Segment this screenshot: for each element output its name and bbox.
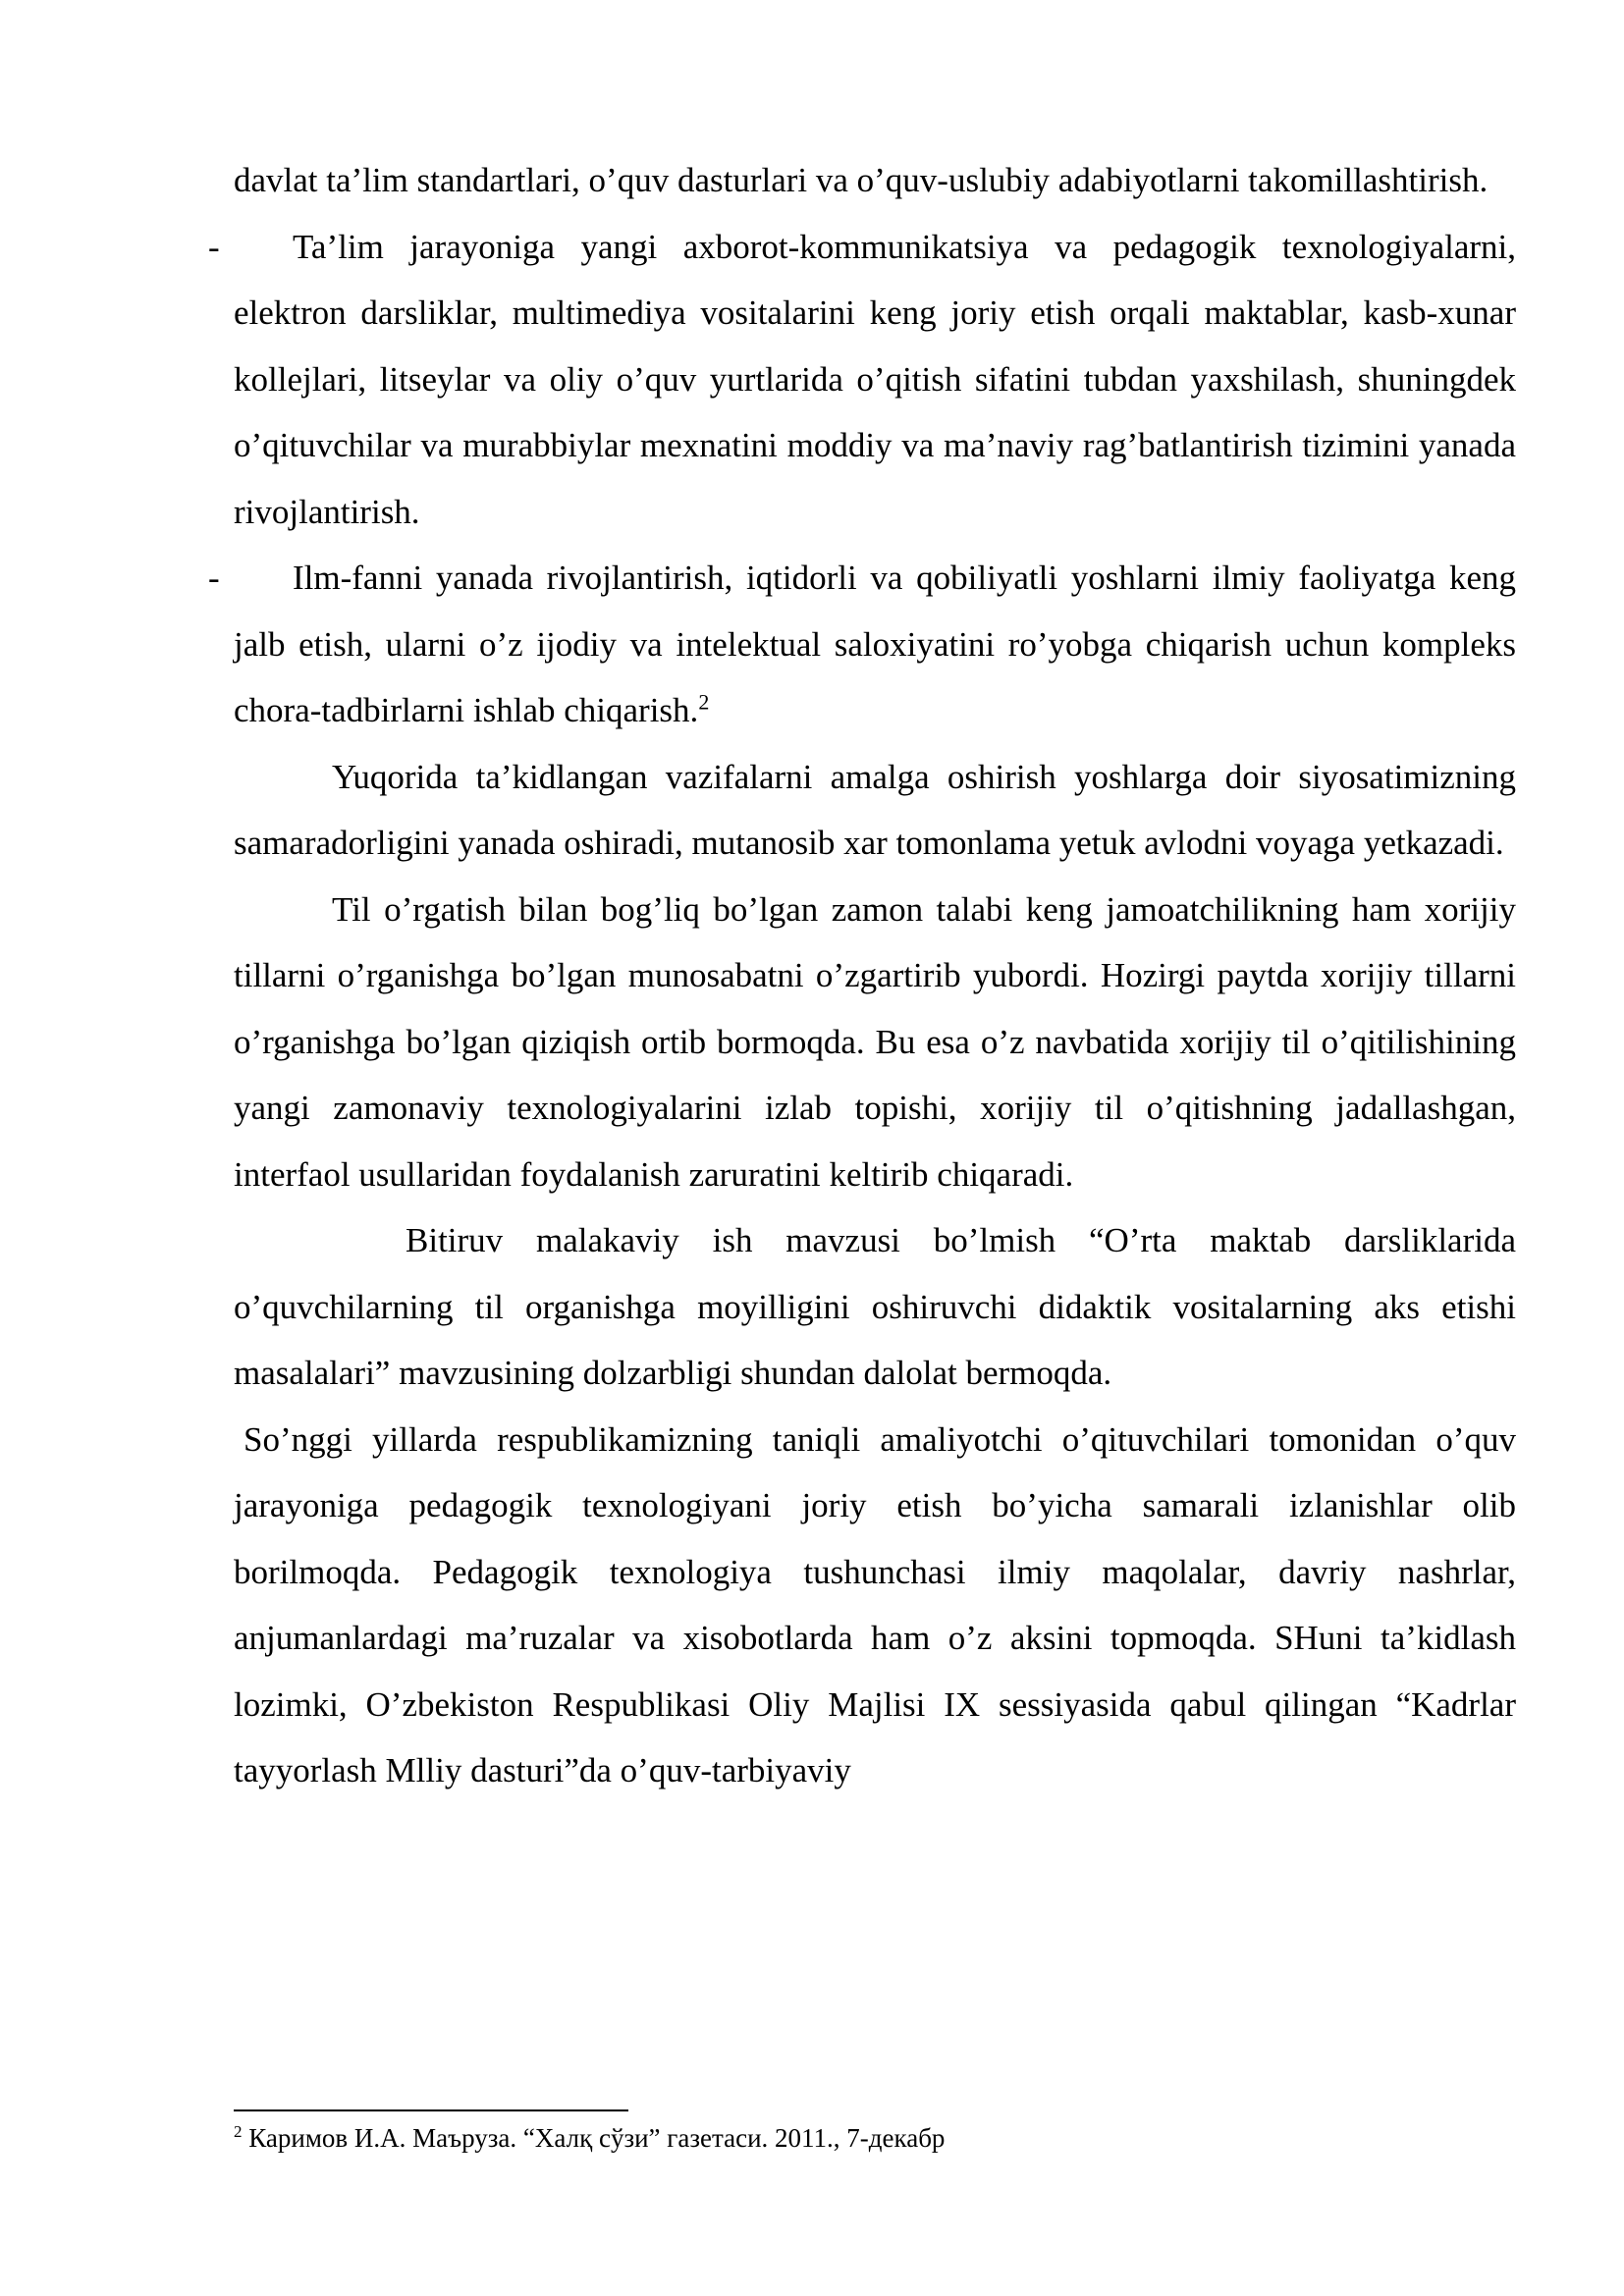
footnote-separator (234, 2109, 628, 2111)
footnote-text: Каримов И.А. Маъруза. “Халқ сўзи” газетаси. 2011., 7-декабр (248, 2123, 946, 2153)
footnote (234, 2120, 945, 2156)
bullet-item-2 (208, 545, 1516, 744)
paragraph-language-learning: Til o’rgatish bilan bog’liq bo’lgan zamon talabi keng jamoatchilikning ham xorijiy tillarni o’rganishga bo’lgan munosabatni o’zgartirib yubordi. Hozirgi paytda xorijiy tillarni o’rganishga bo’lgan qiziqish ortib bormoqda. Bu esa o’z navbatida xorijiy til o’qitilishining yangi zamonaviy texnologiyalarini izlab topishi, xorijiy til o’qitishning jadallashgan, interfaol usullaridan foydalanish zaruratini keltirib chiqaradi. (234, 889, 1516, 1194)
paragraph-pedagogical-technology: So’nggi yillarda respublikamizning taniqli amaliyotchi o’qituvchilari tomonidan o’quv jarayoniga pedagogik texnologiyani joriy etish bo’yicha samarali izlanishlar olib borilmoqda. Pedagogik texnologiya tushunchasi ilmiy maqolalar, davriy nashrlar, anjumanlardagi ma’ruzalar va xisobotlarda ham o’z aksini topmoqda. SHuni ta’kidlash lozimki, O’zbekiston Respublikasi Oliy Majlisi IX sessiyasida qabul qilingan “Kadrlar tayyorlash Mlliy dasturi”da o’quv-tarbiyaviy (234, 1419, 1516, 1789)
bullet-dash: - (208, 559, 220, 597)
paragraph-thesis-topic: Bitiruv malakaviy ish mavzusi bo’lmish “O’rta maktab darsliklarida o’quvchilarning til organishga moyilligini oshiruvchi didaktik vositalarning aks etishi masalalari” mavzusining dolzarbligi shundan dalolat bermoqda. (234, 1221, 1516, 1392)
bullet-item-1 (208, 214, 1516, 546)
body-text (208, 147, 1516, 1804)
bullet-dash: - (208, 227, 220, 266)
bullet-item-2-text: Ilm-fanni yanada rivojlantirish, iqtidorli va qobiliyatli yoshlarni ilmiy faoliyatga keng jalb etish, ularni o’z ijodiy va intelektual saloxiyatini ro’yobga chiqarish uchun kompleks chora-tadbirlarni ishlab chiqarish. (234, 559, 1516, 729)
paragraph-continuation: davlat ta’lim standartlari, o’quv dasturlari va o’quv-uslubiy adabiyotlarni takomillashtirish. (234, 161, 1489, 199)
paragraph-tasks: Yuqorida ta’kidlangan vazifalarni amalga oshirish yoshlarga doir siyosatimizning samaradorligini yanada oshiradi, mutanosib xar tomonlama yetuk avlodni voyaga yetkazadi. (234, 757, 1516, 862)
footnote-number: 2 (234, 2122, 243, 2141)
footnote-reference[interactable]: 2 (698, 689, 710, 715)
bullet-item-1-text: Ta’lim jarayoniga yangi axborot-kommunikatsiya va pedagogik texnologiyalarni, elektron darsliklar, multimediya vositalarini keng joriy etish orqali maktablar, kasb-xunar kollejlari, litseylar va oliy o’quv yurtlarida o’qitish sifatini tubdan yaxshilash, shuningdek o’qituvchilar va murabbiylar mexnatini moddiy va ma’naviy rag’batlantirish tizimini yanada rivojlantirish. (234, 227, 1516, 531)
